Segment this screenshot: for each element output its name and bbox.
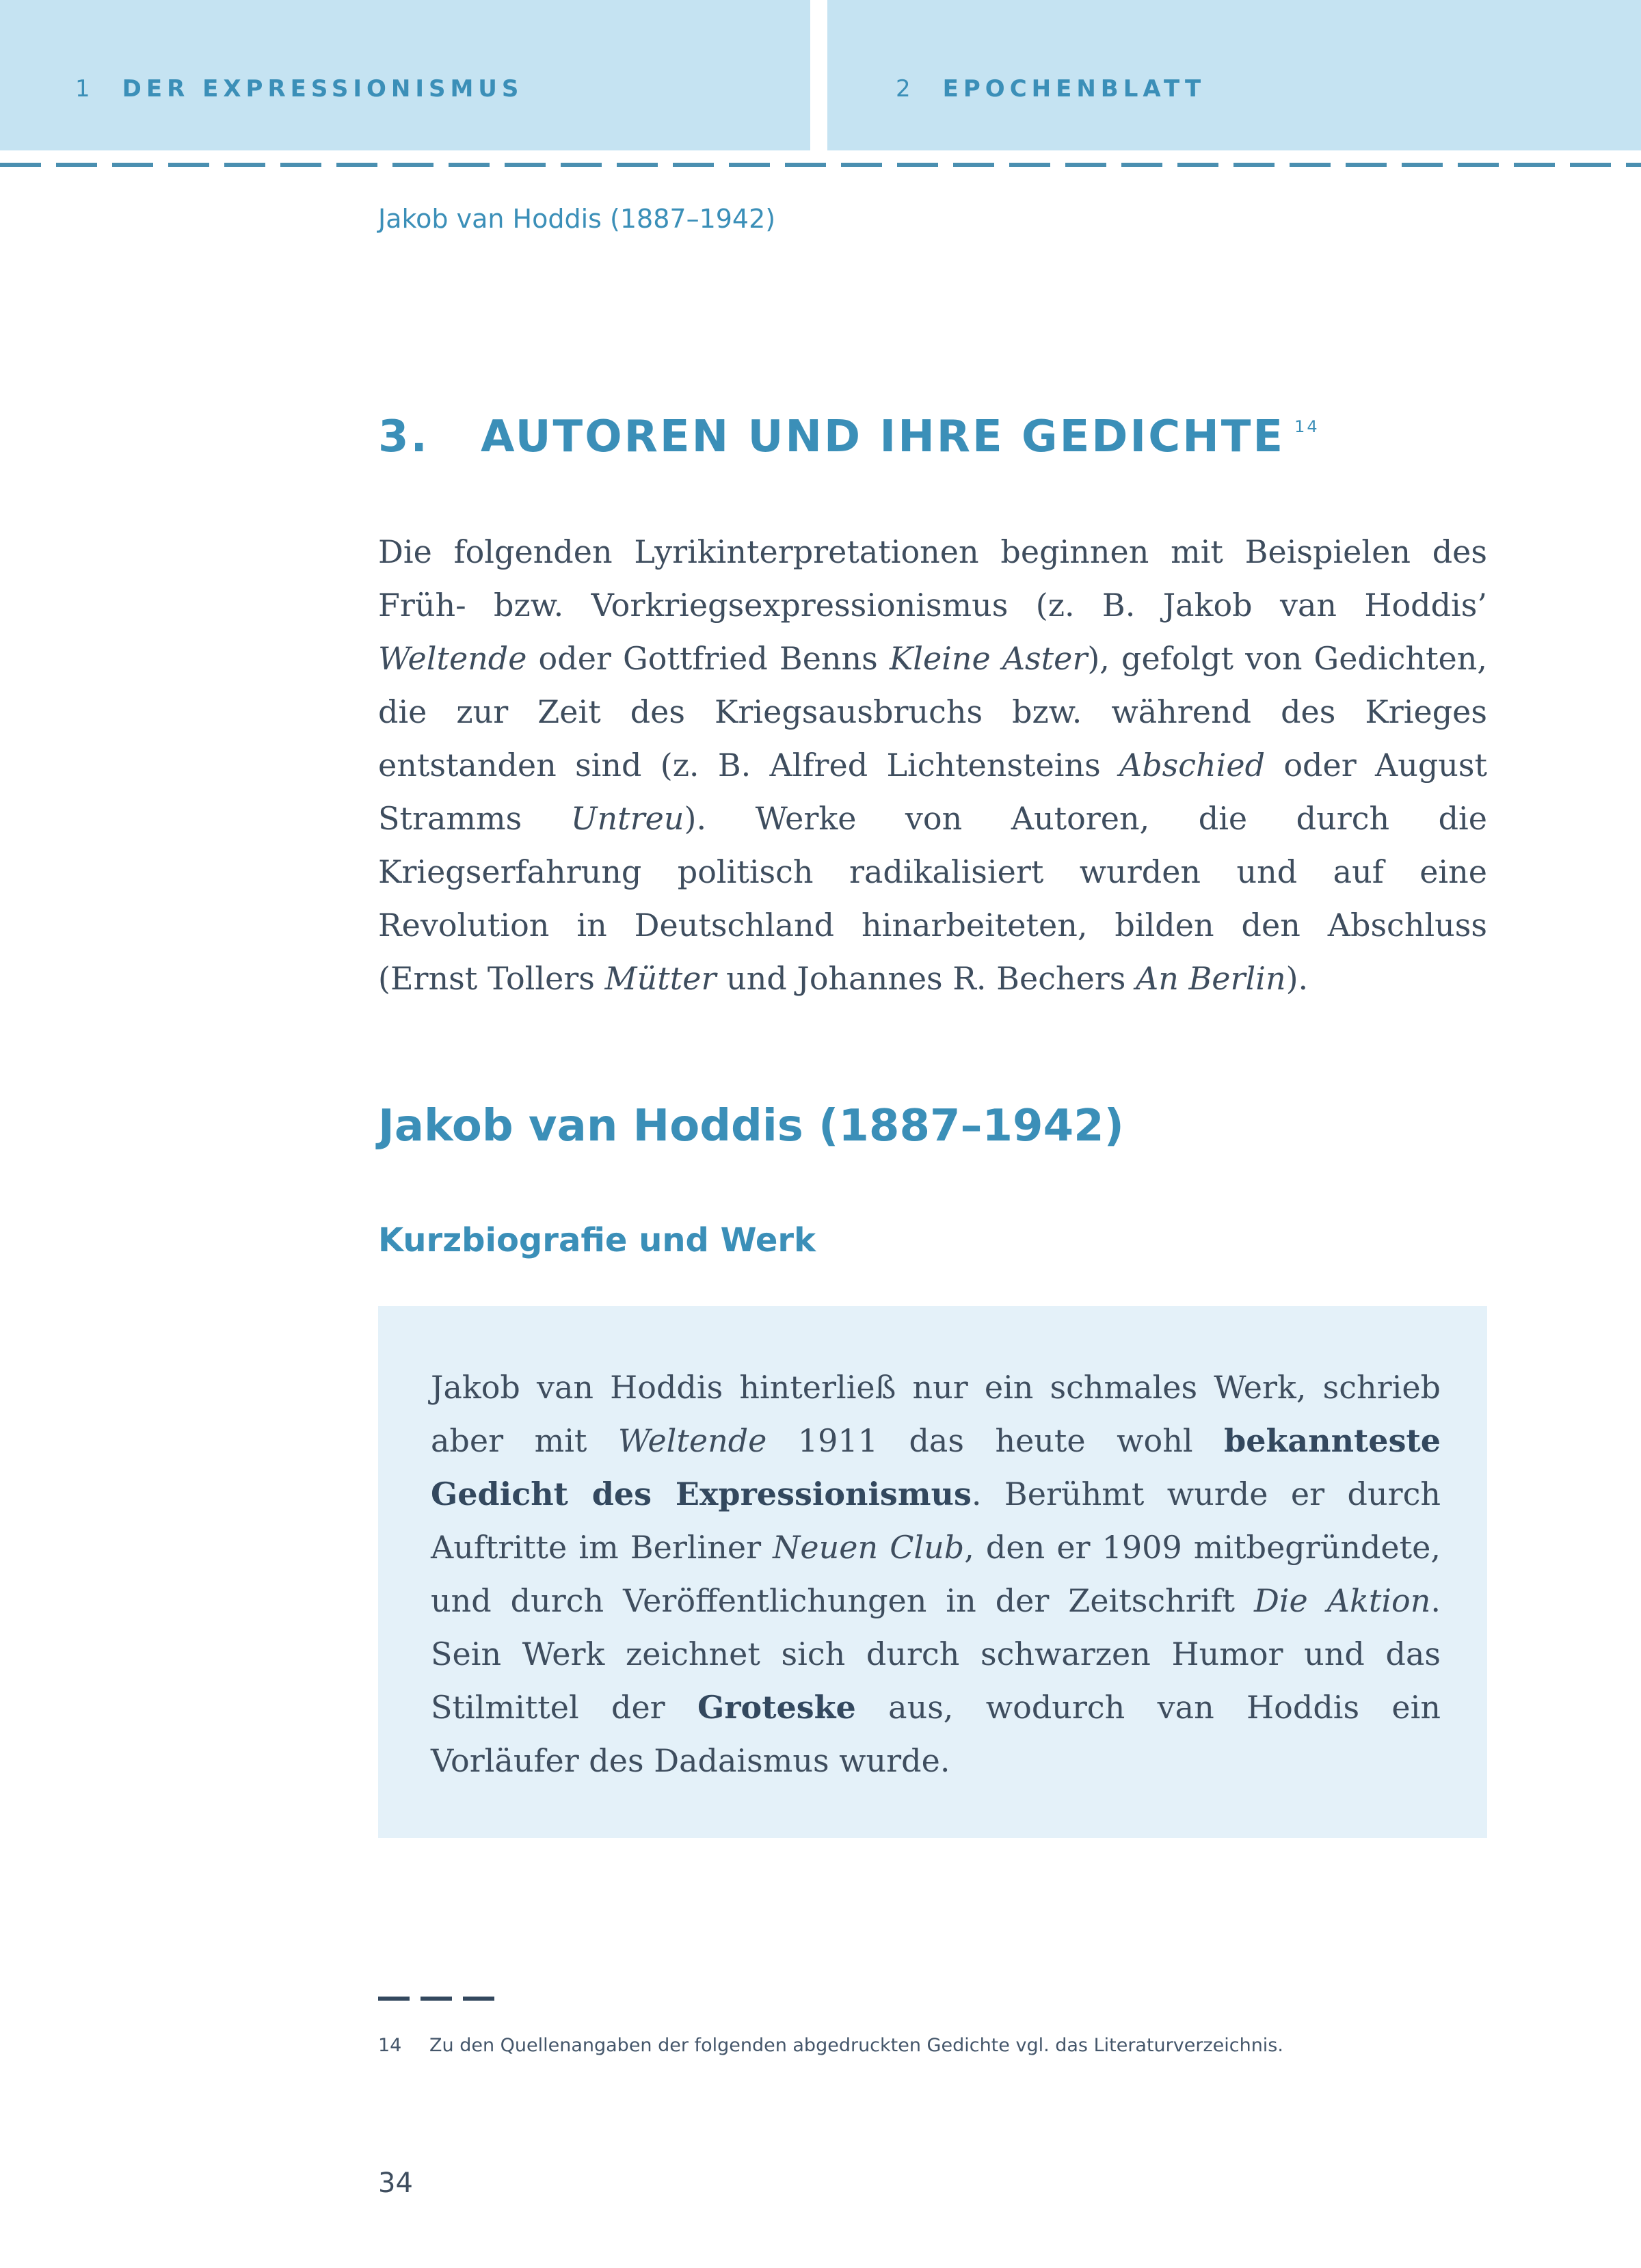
tab-divider (810, 0, 827, 159)
text-run: , den er 1909 mitbegründete, und durch Veröffentlichungen in der Zeitschrift (431, 1529, 1441, 1619)
author-heading: Jakob van Hoddis (1887–1942) (378, 1101, 1124, 1151)
running-head: Jakob van Hoddis (1887–1942) (378, 204, 776, 234)
footnote-number: 14 (378, 2035, 402, 2056)
tab-der-expressionismus[interactable] (0, 0, 810, 150)
text-run: oder Gottfried Benns (526, 640, 890, 677)
italic-title: Weltende (378, 640, 527, 677)
italic-title: Kleine Aster (889, 640, 1088, 677)
text-run: . Sein Werk zeichnet sich durch schwarzen Humor und das Stilmittel der (431, 1582, 1441, 1726)
footnote-text: Zu den Quellenangaben der folgenden abgedruckten Gedichte vgl. das Literaturverzeichnis. (429, 2035, 1283, 2056)
italic-title: Abschied (1119, 747, 1266, 784)
italic-title: An Berlin (1136, 960, 1286, 997)
footnote (378, 2035, 1283, 2056)
tab-number: 2 (896, 75, 916, 103)
bold-emphasis: Groteske (697, 1689, 856, 1726)
chapter-title (378, 412, 1320, 462)
section-subheading: Kurzbiografie und Werk (378, 1221, 816, 1259)
chapter-number: 3. (378, 412, 429, 462)
italic-title: Die Aktion (1253, 1582, 1431, 1619)
italic-title: Neuen Club (773, 1529, 965, 1566)
footnote-reference[interactable]: 14 (1294, 417, 1320, 436)
biography-box (378, 1306, 1487, 1838)
chapter-tabs (0, 0, 1641, 159)
text-run: aus, wodurch van Hoddis ein Vorläufer des Dadaismus wurde. (431, 1689, 1441, 1779)
text-run: ). (1285, 960, 1309, 997)
footnote-divider (378, 1997, 494, 2001)
tab-number: 1 (75, 75, 95, 103)
text-run: 1911 das heute wohl (766, 1422, 1225, 1459)
text-run: ). Werke von Autoren, die durch die Kriegserfahrung politisch radikalisiert wurden und auf eine Revolution in Deutschland hinarbeiteten, bilden den Abschluss (Ernst Tollers (378, 800, 1487, 997)
text-run: . Berühmt wurde er durch Auftritte im Berliner (431, 1476, 1441, 1566)
biography-text (431, 1361, 1441, 1787)
tab-label: EPOCHENBLATT (942, 75, 1206, 103)
text-run: Die folgenden Lyrikinterpretationen beginnen mit Beispielen des Früh- bzw. Vorkriegsexpressionismus (z. B. Jakob van Hoddis’ (378, 533, 1487, 624)
tab-label: DER EXPRESSIONISMUS (122, 75, 524, 103)
text-run: ), gefolgt von Gedichten, die zur Zeit des Kriegsausbruchs bzw. während des Krieges entstanden sind (z. B. Alfred Lichtensteins (378, 640, 1487, 784)
intro-paragraph (378, 525, 1487, 1005)
italic-title: Mütter (604, 960, 717, 997)
italic-title: Weltende (617, 1422, 767, 1459)
header-dashed-divider (0, 163, 1641, 167)
italic-title: Untreu (570, 800, 684, 837)
text-run: und Johannes R. Bechers (716, 960, 1136, 997)
bold-emphasis: bekannteste Gedicht des Expressionismus (431, 1422, 1441, 1512)
tab-epochenblatt[interactable] (827, 0, 1641, 150)
text-run: oder August Stramms (378, 747, 1487, 837)
chapter-title-text: AUTOREN UND IHRE GEDICHTE (481, 412, 1285, 462)
text-run: Jakob van Hoddis hinterließ nur ein schmales Werk, schrieb aber mit (431, 1369, 1441, 1459)
page-number: 34 (378, 2167, 413, 2199)
